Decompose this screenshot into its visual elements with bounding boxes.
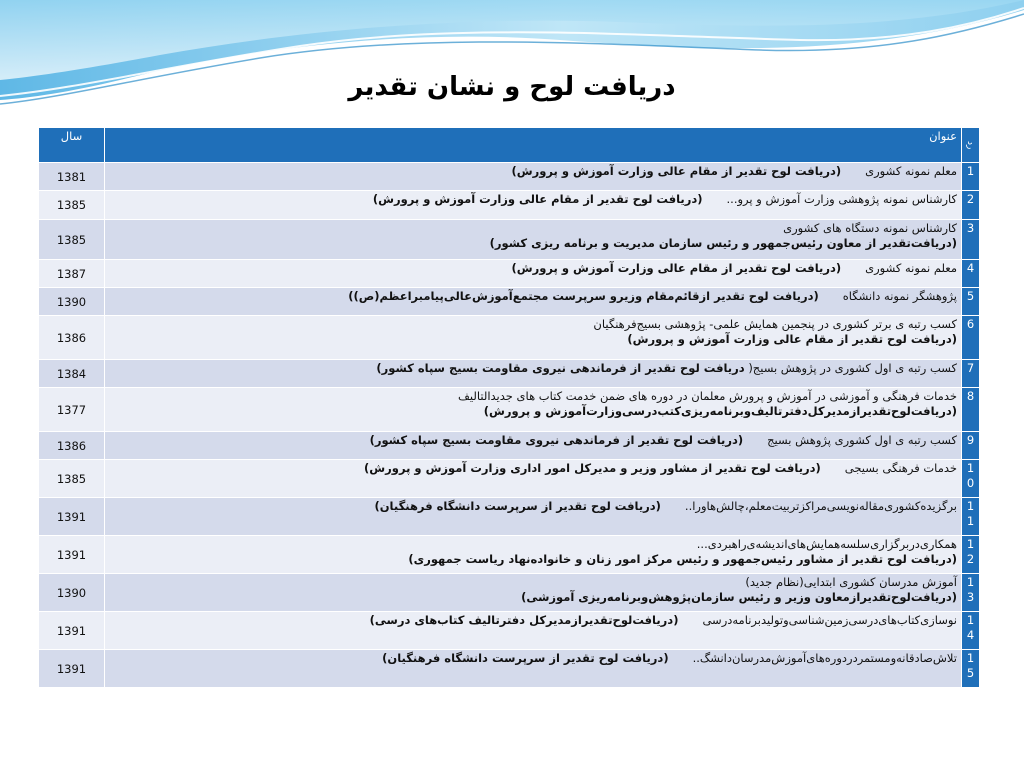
row-title xyxy=(105,498,962,536)
row-title xyxy=(105,612,962,650)
row-title xyxy=(105,163,962,191)
row-description: کسب رتبه ی اول کشوری پژوهش بسیج xyxy=(767,433,957,447)
row-title xyxy=(105,536,962,574)
row-title xyxy=(105,388,962,432)
row-award: (دریافت لوح تقدیر از فرماندهی نیروی مقاومت بسیج سپاه کشور) xyxy=(369,433,744,447)
table-row xyxy=(39,220,980,260)
table-row xyxy=(39,498,980,536)
decorative-wave-header xyxy=(0,0,1024,120)
row-title xyxy=(105,220,962,260)
row-number: 7 xyxy=(962,360,980,388)
row-description: برگزیده‌کشوری‌مقاله‌نویسی‌مراکزتربیت‌معلم،چالش‌هاورا.. xyxy=(684,499,957,513)
row-number: 12 xyxy=(962,536,980,574)
row-number: 13 xyxy=(962,574,980,612)
row-title xyxy=(105,260,962,288)
row-title xyxy=(105,650,962,688)
row-award: (دریافت لوح تقدیر از مقام عالی وزارت آموزش و پرورش) xyxy=(511,164,842,178)
row-description: کارشناس نمونه پژوهشی وزارت آموزش و پرو... xyxy=(726,192,957,206)
row-award: (دریافت لوح تقدیر از مشاور رئیس‌جمهور و رئیس مرکز امور زنان و خانواده‌نهاد ریاست جمهوری) xyxy=(408,552,957,566)
table-row xyxy=(39,432,980,460)
row-title xyxy=(105,460,962,498)
table-row xyxy=(39,360,980,388)
row-year: 1381 xyxy=(39,163,105,191)
row-number: 3 xyxy=(962,220,980,260)
row-number: 15 xyxy=(962,650,980,688)
row-description: نوسازی‌کتاب‌های‌درسی‌زمین‌شناسی‌وتولیدبرنامه‌درسی xyxy=(702,613,957,627)
row-award: (دریافت لوح تقدیر از مقام عالی وزارت آموزش و پرورش) xyxy=(372,192,703,206)
row-year: 1391 xyxy=(39,536,105,574)
row-award: (دریافت‌لوح‌تقدیرازمدیرکل‌دفترتالیف‌وبرنامه‌ریزی‌کتب‌درسی‌وزارت‌آموزش و پرورش) xyxy=(483,404,957,418)
row-description: کسب رتبه ی اول کشوری در پژوهش بسیج( xyxy=(748,361,957,375)
row-year: 1391 xyxy=(39,650,105,688)
row-title xyxy=(105,316,962,360)
row-award: (دریافت لوح تقدیر از سرپرست دانشگاه فرهنگیان) xyxy=(382,651,669,665)
row-number: 1 xyxy=(962,163,980,191)
table-row xyxy=(39,612,980,650)
row-year: 1385 xyxy=(39,220,105,260)
row-award: (دریافت‌تقدیر از معاون رئیس‌جمهور و رئیس سازمان مدیریت و برنامه ریزی کشور) xyxy=(489,236,957,250)
row-number: 4 xyxy=(962,260,980,288)
row-description: تلاش‌صادقانه‌ومستمردردوره‌های‌آموزش‌مدرسان‌دانشگ.. xyxy=(692,651,957,665)
row-description: کسب رتبه ی برتر کشوری در پنجمین همایش علمی- پژوهشی بسیج‌فرهنگیان xyxy=(593,317,957,331)
row-title xyxy=(105,574,962,612)
row-number: 11 xyxy=(962,498,980,536)
row-description: پژوهشگر نمونه دانشگاه xyxy=(842,289,957,303)
row-number: 14 xyxy=(962,612,980,650)
table-row xyxy=(39,536,980,574)
row-year: 1377 xyxy=(39,388,105,432)
row-title xyxy=(105,360,962,388)
column-header-title: عنوان xyxy=(105,128,962,163)
table-row xyxy=(39,650,980,688)
row-description: کارشناس نمونه دستگاه های کشوری xyxy=(783,221,957,235)
row-award: (دریافت لوح تقدیر از سرپرست دانشگاه فرهنگیان) xyxy=(374,499,661,513)
table-row xyxy=(39,288,980,316)
row-description: خدمات فرهنگی بسیجی xyxy=(844,461,957,475)
row-number: 2 xyxy=(962,191,980,220)
row-title xyxy=(105,288,962,316)
table-row xyxy=(39,574,980,612)
row-year: 1386 xyxy=(39,316,105,360)
row-year: 1391 xyxy=(39,612,105,650)
row-award: (دریافت لوح تقدیر ازقائم‌مقام وزیرو سرپرست مجتمع‌آموزش‌عالی‌پیامبراعظم(ص)) xyxy=(348,289,819,303)
table-header-row xyxy=(39,128,980,163)
column-header-year: سال xyxy=(39,128,105,163)
row-award: (دریافت لوح تقدیر از مشاور وزیر و مدیرکل امور اداری وزارت آموزش و پرورش) xyxy=(364,461,821,475)
row-award: دریافت لوح تقدیر از فرماندهی نیروی مقاومت بسیج سپاه کشور) xyxy=(376,361,745,375)
row-number: 10 xyxy=(962,460,980,498)
row-description: معلم نمونه کشوری xyxy=(865,164,957,178)
row-award: (دریافت‌لوح‌تقدیرازمدیرکل دفترتالیف کتاب‌های درسی) xyxy=(369,613,679,627)
row-year: 1385 xyxy=(39,191,105,220)
table-row xyxy=(39,388,980,432)
row-award: (دریافت لوح تقدیر از مقام عالی وزارت آموزش و پرورش) xyxy=(627,332,957,346)
row-number: 9 xyxy=(962,432,980,460)
row-award: (دریافت‌لوح‌تقدیرازمعاون وزیر و رئیس سازمان‌پژوهش‌وبرنامه‌ریزی آموزشی) xyxy=(521,590,957,604)
table-row xyxy=(39,260,980,288)
table-row xyxy=(39,460,980,498)
row-year: 1385 xyxy=(39,460,105,498)
row-description: معلم نمونه کشوری xyxy=(865,261,957,275)
row-year: 1390 xyxy=(39,574,105,612)
row-title xyxy=(105,191,962,220)
row-description: همکاری‌دربرگزاری‌سلسه‌همایش‌های‌اندیشه‌ی‌راهبردی... xyxy=(696,537,957,551)
row-title xyxy=(105,432,962,460)
row-year: 1390 xyxy=(39,288,105,316)
row-description: خدمات فرهنگی و آموزشی در آموزش و پرورش معلمان در دوره های ضمن خدمت کتاب های جدیدالتالیف xyxy=(457,389,957,403)
row-year: 1391 xyxy=(39,498,105,536)
table-row xyxy=(39,316,980,360)
table-row xyxy=(39,163,980,191)
table-row xyxy=(39,191,980,220)
row-number: 8 xyxy=(962,388,980,432)
row-description: آموزش مدرسان کشوری ابتدایی(نظام جدید) xyxy=(745,575,957,589)
row-number: 6 xyxy=(962,316,980,360)
awards-table xyxy=(38,127,980,688)
column-header-number: رد xyxy=(962,128,980,163)
row-year: 1386 xyxy=(39,432,105,460)
row-award: (دریافت لوح تقدیر از مقام عالی وزارت آموزش و پرورش) xyxy=(511,261,842,275)
row-year: 1387 xyxy=(39,260,105,288)
page-title: دریافت لوح و نشان تقدیر xyxy=(348,72,676,102)
row-number: 5 xyxy=(962,288,980,316)
row-year: 1384 xyxy=(39,360,105,388)
